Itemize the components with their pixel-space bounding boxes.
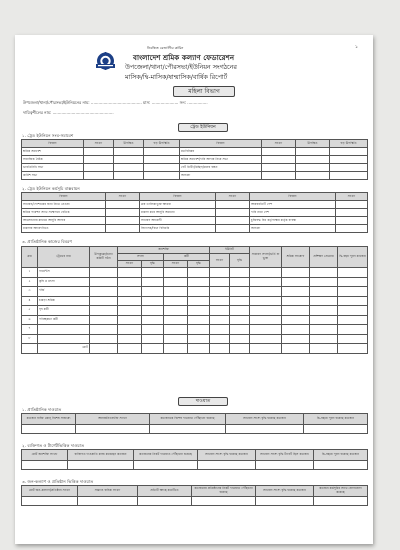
data-cell[interactable]: [250, 344, 282, 354]
tu1-header: গড় উপস্থিতি: [144, 140, 180, 148]
tu1-label: শ্রমিক সমাবেশ/দাবি আদায় নিয়ে সভা: [180, 156, 262, 164]
data-cell[interactable]: [230, 334, 250, 344]
col-worker: কর্মী: [164, 254, 210, 261]
count-cell[interactable]: [336, 209, 368, 217]
col-count: সংখ্যা: [164, 261, 188, 268]
col-union-count: সংখ্যা: [210, 254, 230, 268]
dawah-section1-title: ১. প্রাতিষ্ঠানিক দাওয়াত: [22, 407, 62, 412]
tu1-label: অন্যান্য: [180, 172, 262, 180]
data-cell[interactable]: [76, 425, 150, 434]
count-cell[interactable]: [336, 201, 368, 209]
table-row: [22, 425, 368, 434]
data-cell[interactable]: [250, 334, 282, 344]
data-cell[interactable]: [188, 296, 210, 306]
tu2-label: মামলার আবেদনিতে: [22, 225, 106, 233]
col-registered: সাধারণ সদস্য/ভর্তি বা ভুক্ত: [250, 247, 282, 268]
tu-section3-title: ৩. প্রাতিষ্ঠানিক কাজের বিবরণ: [22, 239, 72, 244]
data-cell[interactable]: [22, 461, 68, 470]
data-cell[interactable]: [210, 296, 230, 306]
data-cell[interactable]: [338, 268, 368, 278]
tu2-header: সংখ্যা: [336, 193, 368, 201]
personal-dawah-table: [21, 449, 368, 470]
data-cell[interactable]: [256, 497, 314, 506]
data-cell[interactable]: [142, 277, 164, 287]
avg-cell[interactable]: [330, 164, 368, 172]
count-cell[interactable]: [262, 172, 296, 180]
tu1-label: গেট মিটিং/মিছিল/মানব বন্ধন: [180, 164, 262, 172]
count-cell[interactable]: [216, 217, 250, 225]
tu1-header: সংখ্যা: [262, 140, 296, 148]
count-cell[interactable]: [106, 217, 140, 225]
avg-cell[interactable]: [330, 148, 368, 156]
tu2-header: বিবরণ: [140, 193, 216, 201]
data-cell[interactable]: [310, 277, 338, 287]
count-cell[interactable]: [336, 217, 368, 225]
data-cell[interactable]: [210, 344, 230, 354]
avg-cell[interactable]: [144, 148, 180, 156]
data-cell[interactable]: [282, 268, 310, 278]
dawah3-header: কতজনের প্রতিষ্ঠানের নিকট দাওয়াত পৌঁছানো হয়েছে: [192, 486, 256, 497]
col-program: প্রশিক্ষণ প্রোগ্রাম: [310, 247, 338, 268]
header-motto: নিবন্ধিত রেজাল্টিব কামিন: [147, 46, 184, 50]
table-row: [22, 497, 368, 506]
table-row: [22, 201, 368, 209]
data-cell[interactable]: [210, 315, 230, 325]
table-row: [22, 217, 368, 225]
data-cell[interactable]: [90, 325, 118, 335]
institutional-dawah-table: [21, 413, 368, 434]
tu1-header: গড় উপস্থিতি: [330, 140, 368, 148]
trade-union-banner: ট্রেড ইউনিয়ন: [178, 123, 228, 132]
data-cell[interactable]: [68, 461, 134, 470]
data-cell[interactable]: [142, 325, 164, 335]
dawah3-header: মোট জন-কল্যাণ/প্রতিষ্ঠান সংখ্যা: [22, 486, 78, 497]
present-cell[interactable]: [114, 156, 144, 164]
col-recruit: শ্রমিক সংযোগ: [282, 247, 310, 268]
data-cell[interactable]: [282, 287, 310, 297]
data-cell[interactable]: [310, 334, 338, 344]
tu1-label: শ্রমিক সমাবেশ: [22, 148, 84, 156]
data-cell[interactable]: [142, 287, 164, 297]
tu1-header: সংখ্যা: [84, 140, 114, 148]
table-row: [22, 268, 368, 278]
tu1-header: উপস্থিত: [296, 140, 330, 148]
dawah1-header: দ্বি-বছরে পূরণ হয়েছে কতজন: [304, 414, 368, 425]
data-cell[interactable]: [188, 315, 210, 325]
data-cell[interactable]: [90, 344, 118, 354]
avg-cell[interactable]: [144, 156, 180, 164]
tu1-label: ভারতিনিধি সভা: [22, 164, 84, 172]
data-cell[interactable]: [164, 325, 188, 335]
data-cell[interactable]: [90, 268, 118, 278]
data-cell[interactable]: [338, 344, 368, 354]
data-cell[interactable]: [310, 325, 338, 335]
count-cell[interactable]: [216, 201, 250, 209]
row-serial: ৫: [22, 306, 38, 316]
tu1-label: সামাজিক বৈঠক: [22, 156, 84, 164]
count-cell[interactable]: [262, 156, 296, 164]
data-cell[interactable]: [142, 315, 164, 325]
institutional-work-table: [21, 246, 368, 354]
row-trade: চামড়া শ্রমিক: [38, 296, 90, 306]
row-serial: ৪: [22, 296, 38, 306]
info-line: উপজেলা/থানা/পৌরসভা/ইউনিয়নের নাম: ........................................ মাস: ..................... সন: ................: [23, 100, 208, 105]
data-cell[interactable]: [118, 344, 142, 354]
data-cell[interactable]: [210, 277, 230, 287]
col-units: উপকুল্লো/থানা কমিটি গঠন: [90, 247, 118, 268]
data-cell[interactable]: [118, 268, 142, 278]
data-cell[interactable]: [164, 315, 188, 325]
data-cell[interactable]: [142, 296, 164, 306]
row-trade: [38, 325, 90, 335]
data-cell[interactable]: [230, 306, 250, 316]
federation-title: বাংলাদেশ শ্রমিক কল্যাণ ফেডারেশন: [133, 53, 235, 62]
data-cell[interactable]: [314, 461, 368, 470]
data-cell[interactable]: [282, 344, 310, 354]
col-unions: ইউনিট: [210, 247, 250, 254]
tu-meetings-table: [21, 139, 368, 180]
count-cell[interactable]: [216, 209, 250, 217]
tu2-label: শ্রমিক পরেশন সাথে সম্মেলনে বেতিক: [22, 209, 106, 217]
data-cell[interactable]: [90, 306, 118, 316]
dawah-section2-title: ২. ব্যক্তিগত ও টার্গেটভিত্তিক দাওয়াত: [22, 443, 85, 448]
report-type: মাসিক/দ্বি-মাসিক/ষান্মাসিক/বার্ষিক রিপোর্ট: [125, 74, 228, 81]
data-cell[interactable]: [118, 287, 142, 297]
count-cell[interactable]: [106, 201, 140, 209]
data-cell[interactable]: [310, 268, 338, 278]
data-cell[interactable]: [282, 306, 310, 316]
tu1-label: মতবিনিময়: [180, 148, 262, 156]
data-cell[interactable]: [282, 315, 310, 325]
tu2-header: বিবরণ: [250, 193, 336, 201]
data-cell[interactable]: [188, 325, 210, 335]
dawah2-header: দ্বি-বছরে পূরণ হয়েছে কতজন: [314, 450, 368, 461]
tu2-label: সাধারণ আরোহী: [140, 217, 216, 225]
row-serial: ৬: [22, 315, 38, 325]
data-cell[interactable]: [250, 306, 282, 316]
data-cell[interactable]: [230, 315, 250, 325]
data-cell[interactable]: [210, 306, 230, 316]
data-cell[interactable]: [310, 296, 338, 306]
row-trade: দর্জি: [38, 287, 90, 297]
dawah2-header: সাধারণ সদস্য বৃদ্ধি হয়েছে কতজন: [198, 450, 256, 461]
data-cell[interactable]: [230, 277, 250, 287]
data-cell[interactable]: [226, 425, 304, 434]
data-cell[interactable]: [210, 287, 230, 297]
data-cell[interactable]: [142, 344, 164, 354]
col-serial: ক্রম: [22, 247, 38, 268]
count-cell[interactable]: [336, 225, 368, 233]
table-row: [22, 334, 368, 344]
data-cell[interactable]: [338, 325, 368, 335]
col-count: সংখ্যা: [118, 261, 142, 268]
table-row: [22, 287, 368, 297]
dawah-section3-title: ৩. জন-কল্যাণ ও প্রতিষ্ঠান ভিত্তিক দাওয়াত: [22, 479, 94, 484]
data-cell[interactable]: [282, 277, 310, 287]
present-cell[interactable]: [296, 172, 330, 180]
data-cell[interactable]: [282, 296, 310, 306]
tu1-label: কার্মিশ সভা: [22, 172, 84, 180]
tu2-header: সংখ্যা: [106, 193, 140, 201]
tu2-label: ক্রয় তালিকাভুক্ত আমরা: [140, 201, 216, 209]
data-cell[interactable]: [338, 306, 368, 316]
data-cell[interactable]: [90, 334, 118, 344]
data-cell[interactable]: [192, 497, 256, 506]
row-trade: [38, 334, 90, 344]
dawah2-header: কতজনের নিকট দাওয়াত পৌঁছানো হয়েছে: [134, 450, 198, 461]
table-row: [22, 306, 368, 316]
col-union-increase: বৃদ্ধি: [230, 254, 250, 268]
dawah-banner: দাওয়াত: [178, 397, 228, 406]
dawah3-header: প্রতিটি আছে কতটিতে: [138, 486, 192, 497]
data-cell[interactable]: [250, 277, 282, 287]
table-row: [22, 225, 368, 233]
data-cell[interactable]: [90, 277, 118, 287]
data-cell[interactable]: [256, 461, 314, 470]
count-cell[interactable]: [216, 225, 250, 233]
data-cell[interactable]: [310, 287, 338, 297]
data-cell[interactable]: [78, 497, 138, 506]
data-cell[interactable]: [282, 334, 310, 344]
data-cell[interactable]: [338, 334, 368, 344]
dawah3-header: কতজন কর্মসূচির সাথে যোগাযোগ করেছে: [314, 486, 368, 497]
dawah2-header: মোট জনশক্তি সংখ্যা: [22, 450, 68, 461]
tu-section1-title: ১. ট্রেড ইউনিয়ন সংঘ-সমাবেশ: [22, 133, 74, 138]
table-row: [22, 461, 368, 470]
table-row: [22, 325, 368, 335]
data-cell[interactable]: [230, 296, 250, 306]
data-cell[interactable]: [338, 296, 368, 306]
data-cell[interactable]: [118, 334, 142, 344]
avg-cell[interactable]: [330, 156, 368, 164]
col-members: জনশক্তি: [118, 247, 210, 254]
tu-section2-title: ২. ট্রেড ইউনিয়ন কর্মসূচি বাস্তবায়ন: [22, 186, 80, 191]
col-training: দ্বি-বছর পূরণ কাজের: [338, 247, 368, 268]
count-cell[interactable]: [84, 148, 114, 156]
col-trade: ট্রেডের নাম: [38, 247, 90, 268]
row-serial: ৮: [22, 334, 38, 344]
row-trade: গৃহ কর্মী: [38, 306, 90, 316]
col-increase: বৃদ্ধি: [142, 261, 164, 268]
data-cell[interactable]: [150, 425, 226, 434]
data-cell[interactable]: [210, 268, 230, 278]
data-cell[interactable]: [250, 315, 282, 325]
table-row: [22, 156, 368, 164]
data-cell[interactable]: [230, 344, 250, 354]
data-cell[interactable]: [164, 344, 188, 354]
avg-cell[interactable]: [144, 164, 180, 172]
col-increase: বৃদ্ধি: [188, 261, 210, 268]
row-serial: ৩: [22, 287, 38, 297]
col-general: সদস্য: [118, 254, 164, 261]
present-cell[interactable]: [114, 172, 144, 180]
data-cell[interactable]: [188, 344, 210, 354]
dawah3-header: সাধারণ সদস্য বৃদ্ধি হয়েছে কতজন: [256, 486, 314, 497]
tu1-header: বিবরণ: [22, 140, 84, 148]
welfare-dawah-table: [21, 485, 368, 506]
count-cell[interactable]: [262, 164, 296, 172]
data-cell[interactable]: [188, 268, 210, 278]
data-cell[interactable]: [118, 306, 142, 316]
data-cell[interactable]: [142, 306, 164, 316]
row-trade: পরিচ্ছন্নতা কর্মী: [38, 315, 90, 325]
table-row: [22, 148, 368, 156]
table-row: [22, 277, 368, 287]
data-cell[interactable]: [250, 268, 282, 278]
avg-cell[interactable]: [330, 172, 368, 180]
table-row: [22, 209, 368, 217]
tu2-label: আরবরতিটি পেশ: [250, 201, 336, 209]
data-cell[interactable]: [90, 296, 118, 306]
responsible-line: দায়িত্বশীলের নাম: ................................................: [23, 110, 114, 115]
dawah3-header: সপ্তাহে বাহিক সংখ্যা: [78, 486, 138, 497]
data-cell[interactable]: [118, 277, 142, 287]
tu2-header: বিবরণ: [22, 193, 106, 201]
data-cell[interactable]: [118, 325, 142, 335]
tu2-label: মামলা করে আদুরি অমান্যে: [140, 209, 216, 217]
data-cell[interactable]: [90, 315, 118, 325]
data-cell[interactable]: [338, 287, 368, 297]
data-cell[interactable]: [188, 287, 210, 297]
data-cell[interactable]: [230, 268, 250, 278]
data-cell[interactable]: [198, 461, 256, 470]
present-cell[interactable]: [296, 156, 330, 164]
tu2-label: আলোচনার মাধ্যমে আদুরি আদায়: [22, 217, 106, 225]
tu1-header: উপস্থিত: [114, 140, 144, 148]
tu1-header: বিবরণ: [180, 140, 262, 148]
data-cell[interactable]: [118, 315, 142, 325]
tu2-label: অন্যান্য: [250, 225, 336, 233]
data-cell[interactable]: [164, 296, 188, 306]
table-row: [22, 315, 368, 325]
row-trade: কৃষি ও মৎস্য: [38, 277, 90, 287]
table-row: [22, 296, 368, 306]
row-trade: গার্মেন্টস: [38, 268, 90, 278]
data-cell[interactable]: [134, 461, 198, 470]
data-cell[interactable]: [138, 497, 192, 506]
data-cell[interactable]: [210, 325, 230, 335]
data-cell[interactable]: [310, 306, 338, 316]
data-cell[interactable]: [188, 306, 210, 316]
dawah2-header: সাধারণ সদস্য বৃদ্ধি টার্গেট ছিল কতজন: [256, 450, 314, 461]
data-cell[interactable]: [90, 287, 118, 297]
data-cell[interactable]: [250, 296, 282, 306]
report-form-sheet: [15, 35, 373, 544]
data-cell[interactable]: [338, 315, 368, 325]
row-serial: ৭: [22, 325, 38, 335]
count-cell[interactable]: [84, 156, 114, 164]
tu2-label: সাধারণ/পোশাকের জন্য নিতে নেওয়া: [22, 201, 106, 209]
data-cell[interactable]: [230, 325, 250, 335]
page-number: ১: [355, 45, 358, 50]
row-serial: ১: [22, 268, 38, 278]
count-cell[interactable]: [106, 209, 140, 217]
data-cell[interactable]: [164, 268, 188, 278]
present-cell[interactable]: [296, 164, 330, 172]
table-row: [22, 164, 368, 172]
data-cell[interactable]: [310, 315, 338, 325]
data-cell[interactable]: [338, 277, 368, 287]
present-cell[interactable]: [114, 148, 144, 156]
count-cell[interactable]: [84, 164, 114, 172]
dawah1-header: সাধারণ সদস্য বৃদ্ধি হয়েছে কতজন: [226, 414, 304, 425]
federation-logo: [95, 52, 116, 70]
dawah1-header: কতজনকে বিশেষ দাওয়াত পৌঁছানো হয়েছে: [150, 414, 226, 425]
dawah1-header: আনজনিতব্যক্তি সংখ্যা: [76, 414, 150, 425]
row-serial: ২: [22, 277, 38, 287]
avg-cell[interactable]: [144, 172, 180, 180]
tu2-label: দাবি নামা পেশ: [250, 209, 336, 217]
data-cell[interactable]: [22, 497, 78, 506]
dawah1-header: কতজন ব্যক্তি কোন্ বিশেষ সাহায্যে: [22, 414, 76, 425]
table-row: [22, 172, 368, 180]
tu2-label: বিদ্যালয়/বিনে বিবিধরি: [140, 225, 216, 233]
tu2-header: সংখ্যা: [216, 193, 250, 201]
data-cell[interactable]: [282, 325, 310, 335]
total-label: মোট: [38, 344, 90, 354]
data-cell[interactable]: [304, 425, 368, 434]
org-subtitle: উপজেলা/থানা/পৌরসভা/ইউনিয়ন সংগঠনের: [125, 64, 237, 71]
present-cell[interactable]: [296, 148, 330, 156]
dawah2-header: ব্যক্তিগত দাওয়াতি কাজ করেছেন কতজন: [68, 450, 134, 461]
data-cell[interactable]: [314, 497, 368, 506]
data-cell[interactable]: [142, 268, 164, 278]
data-cell[interactable]: [164, 334, 188, 344]
count-cell[interactable]: [106, 225, 140, 233]
data-cell[interactable]: [188, 334, 210, 344]
data-cell[interactable]: [22, 425, 76, 434]
data-cell[interactable]: [188, 277, 210, 287]
count-cell[interactable]: [262, 148, 296, 156]
department-badge: মহিলা বিভাগ: [173, 86, 235, 97]
data-cell[interactable]: [164, 306, 188, 316]
data-cell[interactable]: [118, 296, 142, 306]
data-cell[interactable]: [210, 334, 230, 344]
tu2-label: চুক্তিবদ্ধ বিধ কর্তৃপক্ষের কর্তৃক ব্যবস্থা: [250, 217, 336, 225]
count-cell[interactable]: [84, 172, 114, 180]
data-cell[interactable]: [250, 287, 282, 297]
data-cell[interactable]: [250, 325, 282, 335]
data-cell[interactable]: [310, 344, 338, 354]
total-row: [22, 344, 368, 354]
data-cell[interactable]: [164, 287, 188, 297]
present-cell[interactable]: [114, 164, 144, 172]
data-cell[interactable]: [142, 334, 164, 344]
tu-programs-table: [21, 192, 368, 233]
data-cell[interactable]: [164, 277, 188, 287]
data-cell[interactable]: [230, 287, 250, 297]
